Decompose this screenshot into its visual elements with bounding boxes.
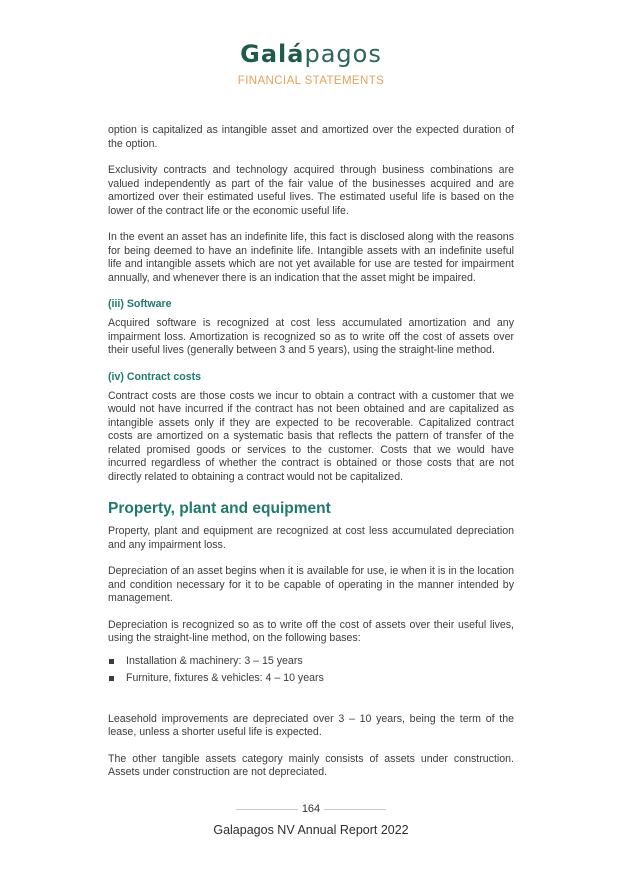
- software-heading: (iii) Software: [108, 298, 172, 310]
- square-bullet-icon: [109, 676, 114, 681]
- page-number-row: [0, 802, 622, 816]
- paragraph-depreciation-start: Depreciation of an asset begins when it is available for use, ie when it is in the location and condition necessary for it to be capable of operating in the manner intended by management.: [108, 565, 514, 604]
- paragraph-indefinite-life: In the event an asset has an indefinite life, this fact is disclosed along with the reasons for being deemed to have an indefinite life. Intangible assets with an indefinite useful life and intangible assets which are not yet available for use are tested for impairment annually, and whenever there is an indication that the asset might be impaired.: [108, 231, 514, 284]
- report-title: Galapagos NV Annual Report 2022: [213, 823, 409, 837]
- paragraph-exclusivity: Exclusivity contracts and technology acquired through business combinations are valued independently as part of the fair value of the businesses acquired and are amortized over their estimated useful lives. The estimated useful life is based on the lower of the contract life or the economic useful life.: [108, 164, 514, 217]
- logo-bold-text: Galá: [240, 40, 305, 68]
- paragraph-other-tangible: The other tangible assets category mainly consists of assets under construction. Assets under construction are not depreciated.: [108, 752, 514, 778]
- square-bullet-icon: [109, 659, 114, 664]
- paragraph-ppe-recognition: Property, plant and equipment are recognized at cost less accumulated depreciation and any impairment loss.: [108, 525, 514, 551]
- list-item-text: Installation & machinery: 3 – 15 years: [126, 654, 303, 667]
- paragraph-option: option is capitalized as intangible asset and amortized over the expected duration of the option.: [108, 124, 514, 150]
- ppe-heading: Property, plant and equipment: [108, 500, 331, 517]
- page-number: 164: [301, 803, 321, 815]
- paragraph-depreciation-method: Depreciation is recognized so as to write off the cost of assets over their useful lives, using the straight-line method, on the following bases:: [108, 618, 514, 644]
- paragraph-leasehold: Leasehold improvements are depreciated over 3 – 10 years, being the term of the lease, unless a shorter useful life is expected.: [108, 712, 514, 738]
- contract-costs-heading: (iv) Contract costs: [108, 370, 202, 383]
- page-header: [0, 40, 622, 88]
- section-subtitle: FINANCIAL STATEMENTS: [237, 75, 385, 87]
- depreciation-bases-list: [108, 655, 514, 686]
- list-item: [108, 655, 514, 669]
- list-item-text: Furniture, fixtures & vehicles: 4 – 10 years: [126, 672, 324, 684]
- paragraph-software: Acquired software is recognized at cost less accumulated amortization and any impairment loss. Amortization is recognized so as to write off the cost of assets over their useful lives (generally between 3 and 5 years), using the straight-line method.: [108, 317, 514, 356]
- divider-right: [324, 809, 386, 810]
- paragraph-contract-costs: Contract costs are those costs we incur to obtain a contract with a customer that we would not have incurred if the contract has not been obtained and are capitalized as intangible assets only if they are expected to be recoverable. Capitalized contract costs are amortized on a systematic basis that reflects the pattern of transfer of the related promised goods or services to the customer. Costs that we would have incurred regardless of whether the contract is obtained or those costs that are not directly related to obtaining a contract would not be capitalized.: [108, 389, 514, 483]
- main-content: [108, 124, 514, 793]
- page-footer: [0, 802, 622, 838]
- logo-light-text: pagos: [304, 40, 382, 68]
- company-logo: [0, 40, 622, 68]
- list-item: [108, 672, 514, 686]
- divider-left: [236, 809, 298, 810]
